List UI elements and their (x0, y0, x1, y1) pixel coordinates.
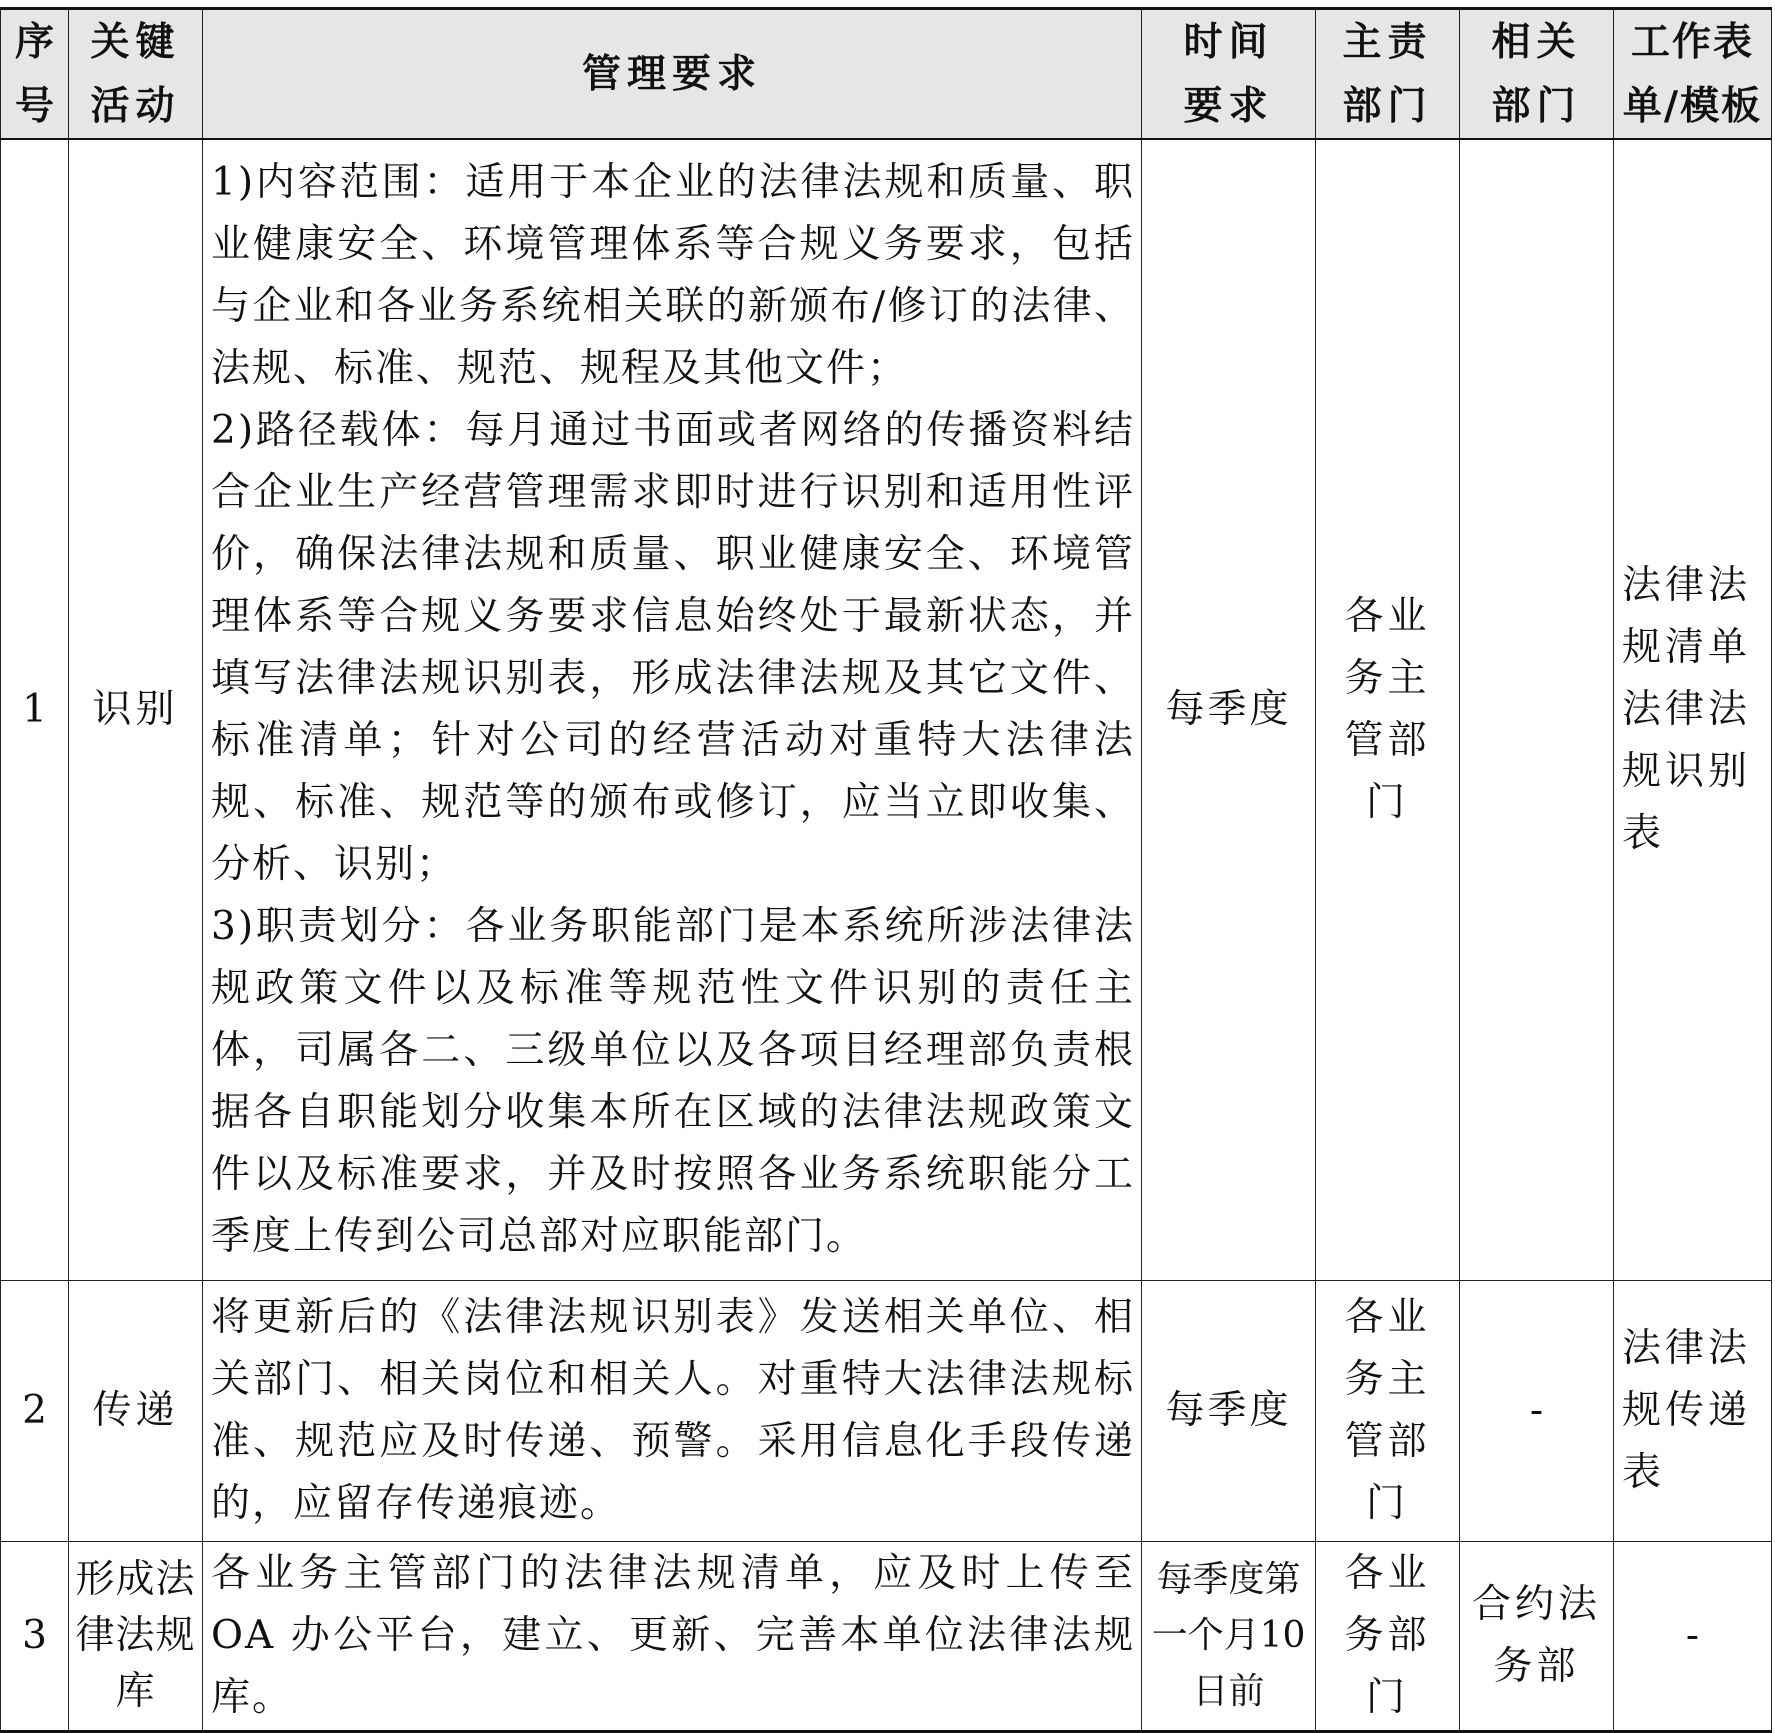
row-seq: 2 (1, 1281, 69, 1542)
row-activity: 识别 (69, 139, 203, 1281)
row-forms: - (1614, 1542, 1772, 1732)
header-time: 时间要求 (1142, 9, 1316, 140)
requirement-paragraph: 1)内容范围：适用于本企业的法律法规和质量、职业健康安全、环境管理体系等合规义务要求，包括与企业和各业务系统相关联的新颁布/修订的法律、法规、标准、规范、规程及其他文件； (211, 160, 1135, 391)
row-forms: 法律法规传递表 (1614, 1281, 1772, 1542)
row-related (1460, 139, 1614, 1281)
header-related: 相关部门 (1460, 9, 1614, 140)
row-owner: 各业务主管部门 (1316, 1281, 1460, 1542)
row-time: 每季度 (1142, 139, 1316, 1281)
requirement-paragraph: 将更新后的《法律法规识别表》发送相关单位、相关部门、相关岗位和相关人。对重特大法律法规标准、规范应及时传递、预警。采用信息化手段传递的，应留存传递痕迹。 (211, 1295, 1135, 1526)
row-time: 每季度第一个月10日前 (1142, 1542, 1316, 1732)
table-row (1, 1542, 1772, 1732)
header-forms: 工作表单/模板 (1614, 9, 1772, 140)
header-seq: 序号 (1, 9, 69, 140)
row-time: 每季度 (1142, 1281, 1316, 1542)
row-related: 合约法务部 (1460, 1542, 1614, 1732)
row-requirement (203, 1281, 1142, 1542)
row-seq: 3 (1, 1542, 69, 1732)
row-owner: 各业务部门 (1316, 1542, 1460, 1732)
row-requirement (203, 1542, 1142, 1732)
header-activity: 关键活动 (69, 9, 203, 140)
row-forms: 法律法规清单法律法规识别表 (1614, 139, 1772, 1281)
row-seq: 1 (1, 139, 69, 1281)
row-owner: 各业务主管部门 (1316, 139, 1460, 1281)
row-activity: 传递 (69, 1281, 203, 1542)
requirement-paragraph: 3)职责划分：各业务职能部门是本系统所涉法律法规政策文件以及标准等规范性文件识别的责任主体，司属各二、三级单位以及各项目经理部负责根据各自职能划分收集本所在区域的法律法规政策文件以及标准要求，并及时按照各业务系统职能分工季度上传到公司总部对应职能部门。 (211, 904, 1135, 1259)
requirement-paragraph: 2)路径载体：每月通过书面或者网络的传播资料结合企业生产经营管理需求即时进行识别和适用性评价，确保法律法规和质量、职业健康安全、环境管理体系等合规义务要求信息始终处于最新状态，并填写法律法规识别表，形成法律法规及其它文件、标准清单；针对公司的经营活动对重特大法律法规、标准、规范等的颁布或修订，应当立即收集、分析、识别； (211, 408, 1135, 887)
table-row (1, 1281, 1772, 1542)
table-row (1, 139, 1772, 1281)
header-requirement: 管理要求 (203, 9, 1142, 140)
row-requirement (203, 139, 1142, 1281)
header-row (1, 9, 1772, 140)
management-requirements-table (0, 7, 1772, 1733)
row-related: - (1460, 1281, 1614, 1542)
header-owner: 主责部门 (1316, 9, 1460, 140)
requirement-paragraph: 各业务主管部门的法律法规清单，应及时上传至OA 办公平台，建立、更新、完善本单位法律法规库。 (211, 1551, 1135, 1720)
row-activity: 形成法律法规库 (69, 1542, 203, 1732)
